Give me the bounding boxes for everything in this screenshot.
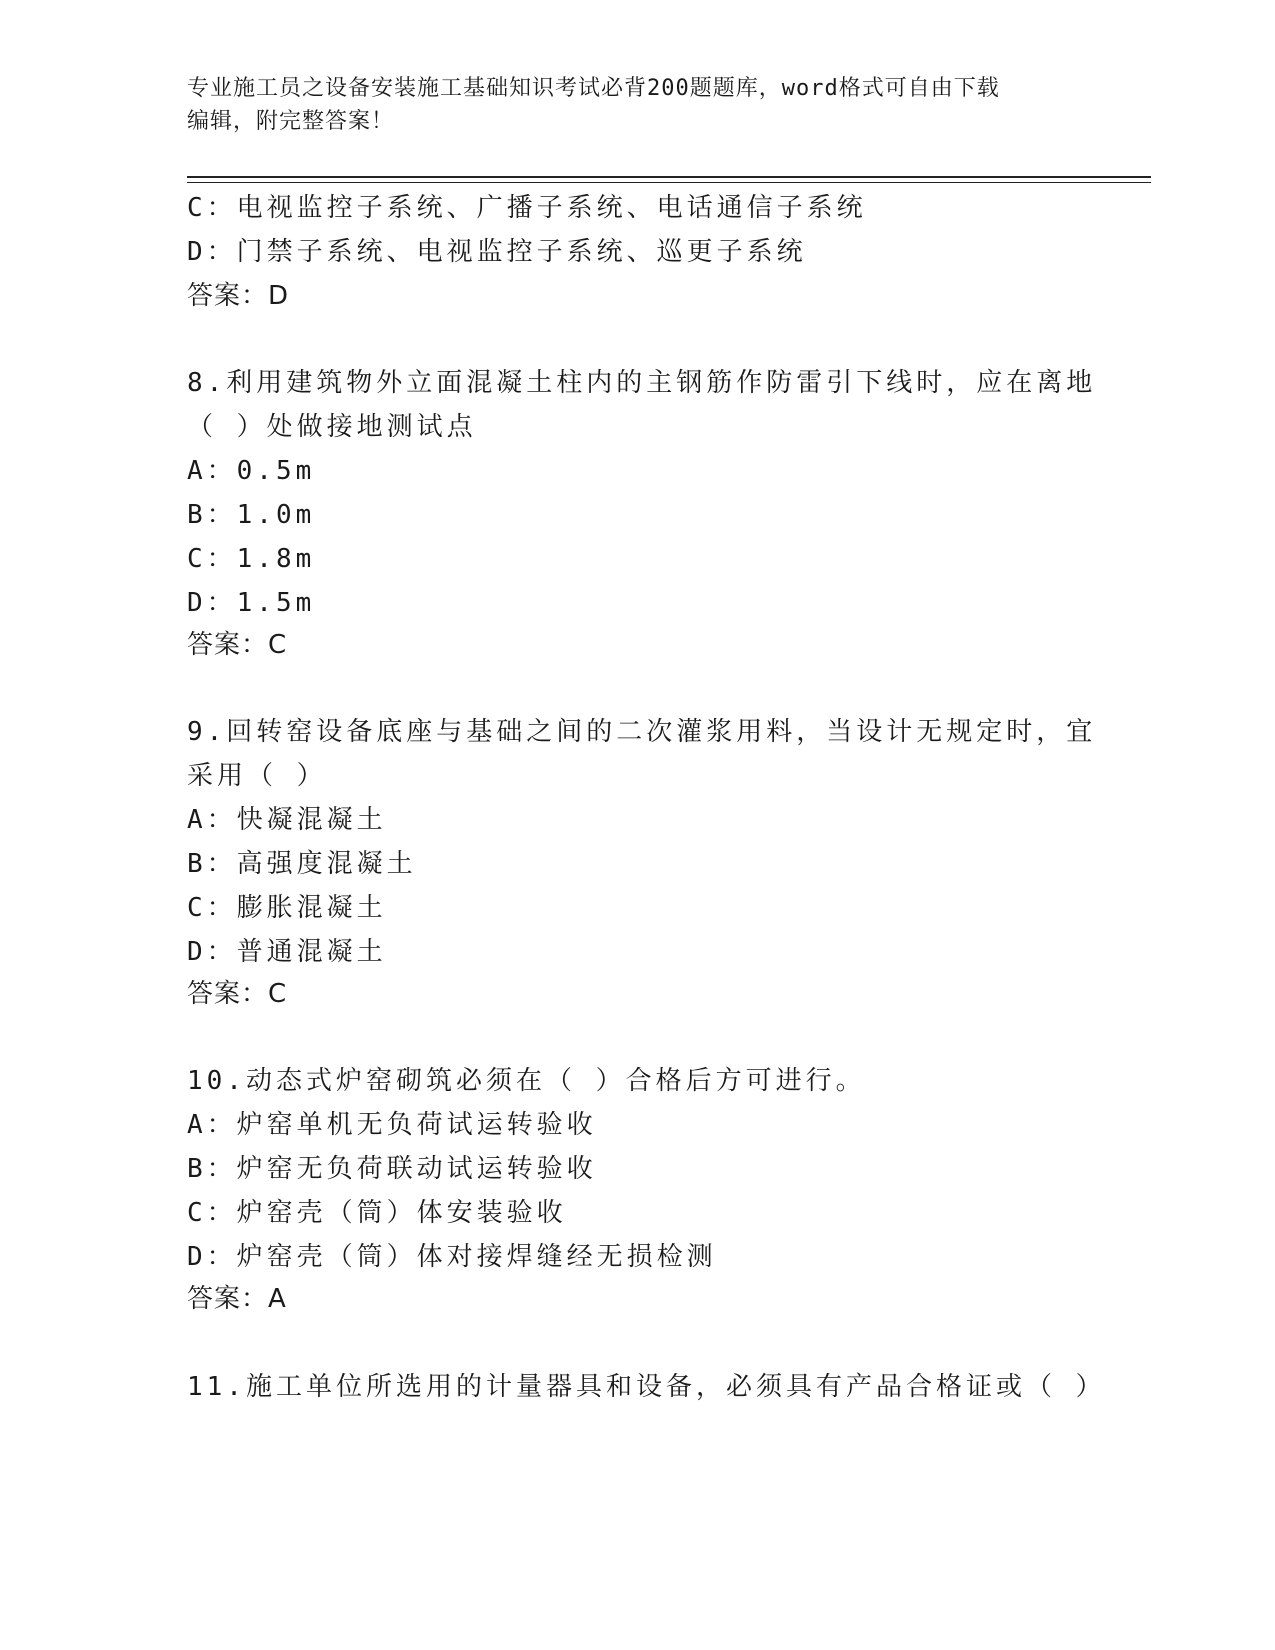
- q8-stem-line-1: 8.利用建筑物外立面混凝土柱内的主钢筋作防雷引下线时，应在离地: [187, 368, 1097, 398]
- q8-option-a: A：0.5m: [187, 456, 316, 486]
- q10-option-c: C：炉窑壳（筒）体安装验收: [187, 1198, 567, 1228]
- q10-answer: 答案：A: [187, 1284, 287, 1314]
- header-title-line-2: 编辑，附完整答案！: [187, 109, 395, 134]
- q8-answer: 答案：C: [187, 630, 288, 660]
- q9-answer: 答案：C: [187, 979, 288, 1009]
- q9-option-a: A：快凝混凝土: [187, 805, 387, 835]
- q7-option-d: D：门禁子系统、电视监控子系统、巡更子系统: [187, 237, 807, 267]
- q10-option-d: D：炉窑壳（筒）体对接焊缝经无损检测: [187, 1242, 717, 1272]
- q8-option-b: B：1.0m: [187, 500, 316, 530]
- q9-stem-line-2: 采用（ ）: [187, 761, 327, 791]
- q9-option-b: B：高强度混凝土: [187, 849, 417, 879]
- q10-option-a: A：炉窑单机无负荷试运转验收: [187, 1110, 597, 1140]
- header-title-line-1: 专业施工员之设备安装施工基础知识考试必背200题题库，word格式可自由下载: [187, 76, 1000, 101]
- document-header: [187, 72, 1067, 138]
- q9-option-c: C：膨胀混凝土: [187, 893, 387, 923]
- q8-option-c: C：1.8m: [187, 544, 316, 574]
- q10-option-b: B：炉窑无负荷联动试运转验收: [187, 1154, 597, 1184]
- q8-stem-line-2: （ ）处做接地测试点: [187, 412, 477, 442]
- q10-stem-line-1: 10.动态式炉窑砌筑必须在（ ）合格后方可进行。: [187, 1066, 866, 1096]
- header-divider-thin: [187, 182, 1151, 183]
- q8-option-d: D：1.5m: [187, 588, 316, 618]
- q7-option-c: C：电视监控子系统、广播子系统、电话通信子系统: [187, 193, 867, 223]
- q11-stem-line-1: 11.施工单位所选用的计量器具和设备，必须具有产品合格证或（ ）: [187, 1372, 1106, 1402]
- q9-stem-line-1: 9.回转窑设备底座与基础之间的二次灌浆用料，当设计无规定时，宜: [187, 717, 1097, 747]
- header-divider-thick: [187, 176, 1151, 178]
- q9-option-d: D：普通混凝土: [187, 937, 387, 967]
- q7-answer: 答案：D: [187, 281, 290, 311]
